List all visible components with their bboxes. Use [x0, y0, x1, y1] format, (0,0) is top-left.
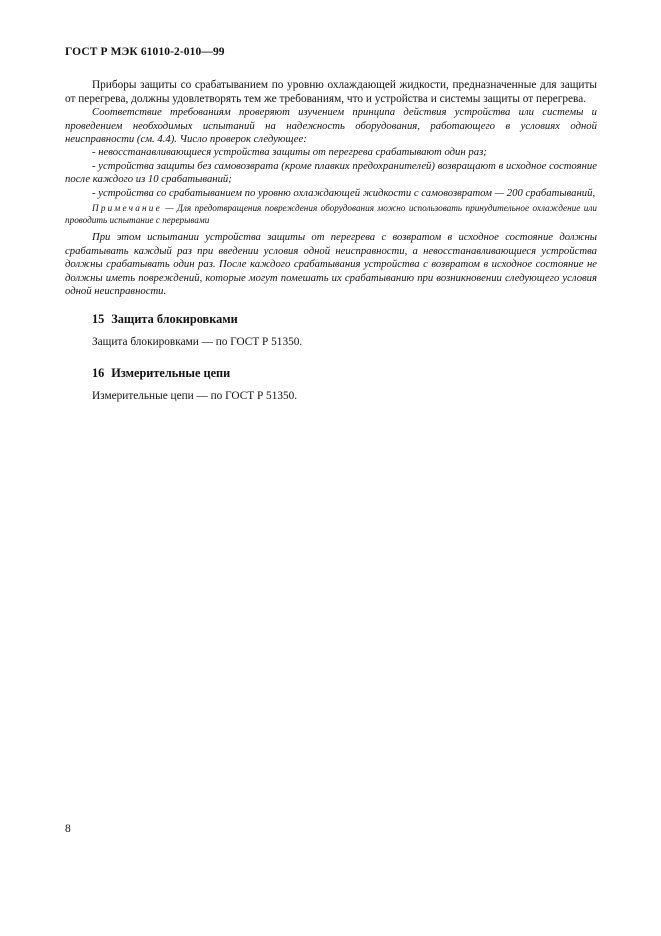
note-text: — Для предотвращения повреждения оборудования можно использовать принудительное охлаждение или проводить испытание с перерывами [65, 203, 597, 226]
check-item-non-resetting: - невосстанавливающиеся устройства защиты от перегрева срабатывают один раз; [92, 146, 487, 159]
section-15-text: Защита блокировками — по ГОСТ Р 51350. [92, 336, 303, 349]
section-15-heading [65, 312, 597, 327]
page-number: 8 [65, 823, 71, 835]
section-16-heading [65, 366, 597, 381]
note [65, 202, 597, 226]
section-15-number: 15 [92, 312, 105, 327]
compliance-paragraph: Соответствие требованиям проверяют изучением принципа действия устройства или системы и проведением необходимых испытаний на надежность оборудования, работающего в условиях одной неисправности (см. 4.4). Число проверок следующее: [65, 106, 597, 145]
check-item-manual-reset: - устройства защиты без самовозврата (кроме плавких предохранителей) возвращают в исходное состояние после каждого из 10 срабатываний; [65, 159, 597, 186]
check-item-auto-reset: - устройства со срабатыванием по уровню охлаждающей жидкости с самовозвратом — 200 срабатываний, [92, 186, 596, 199]
section-16-number: 16 [92, 366, 105, 381]
running-header: ГОСТ Р МЭК 61010-2-010—99 [65, 46, 225, 58]
page-content [65, 79, 597, 404]
section-15-title: Защита блокировками [111, 312, 238, 327]
section-16-text: Измерительные цепи — по ГОСТ Р 51350. [92, 390, 298, 403]
intro-paragraph: Приборы защиты со срабатыванием по уровню охлаждающей жидкости, предназначенные для защиты от перегрева, должны удовлетворять тем же требованиям, что и устройства и системы защиты от перегрева. [65, 79, 597, 105]
section-16-title: Измерительные цепи [111, 366, 231, 381]
closing-paragraph: При этом испытании устройства защиты от перегрева с возвратом в исходное состояние должны срабатывать каждый раз при введении условия одной неисправности, а невосстанавливающиеся устройства должны срабатывать один раз. После каждого срабатывания устройства с возвратом в исходное состояние не должны иметь повреждений, которые могут помешать их срабатыванию при возникновении следующего условия одной неисправности. [65, 231, 597, 298]
note-label: Примечание [92, 203, 162, 214]
